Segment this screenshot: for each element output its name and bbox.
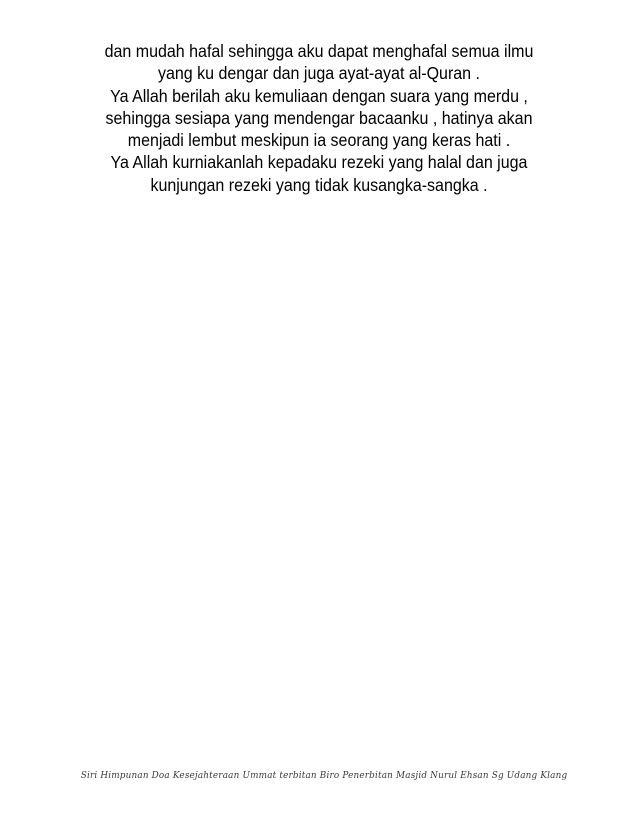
text-line: sehingga sesiapa yang mendengar bacaanku , hatinya akan [105, 107, 533, 128]
page-footer: Siri Himpunan Doa Kesejahteraan Ummat terbitan Biro Penerbitan Masjid Nurul Ehsan Sg Udang Klang [80, 770, 568, 781]
text-line: Ya Allah berilah aku kemuliaan dengan suara yang merdu , [110, 85, 528, 106]
prayer-text [92, 40, 546, 196]
text-line: menjadi lembut meskipun ia seorang yang keras hati . [127, 130, 511, 151]
text-line: dan mudah hafal sehingga aku dapat menghafal semua ilmu [104, 41, 534, 61]
text-line: kunjungan rezeki yang tidak kusangka-sangka . [150, 174, 488, 195]
text-line: Ya Allah kurniakanlah kepadaku rezeki yang halal dan juga [110, 152, 528, 173]
text-line: yang ku dengar dan juga ayat-ayat al-Quran . [158, 63, 480, 84]
